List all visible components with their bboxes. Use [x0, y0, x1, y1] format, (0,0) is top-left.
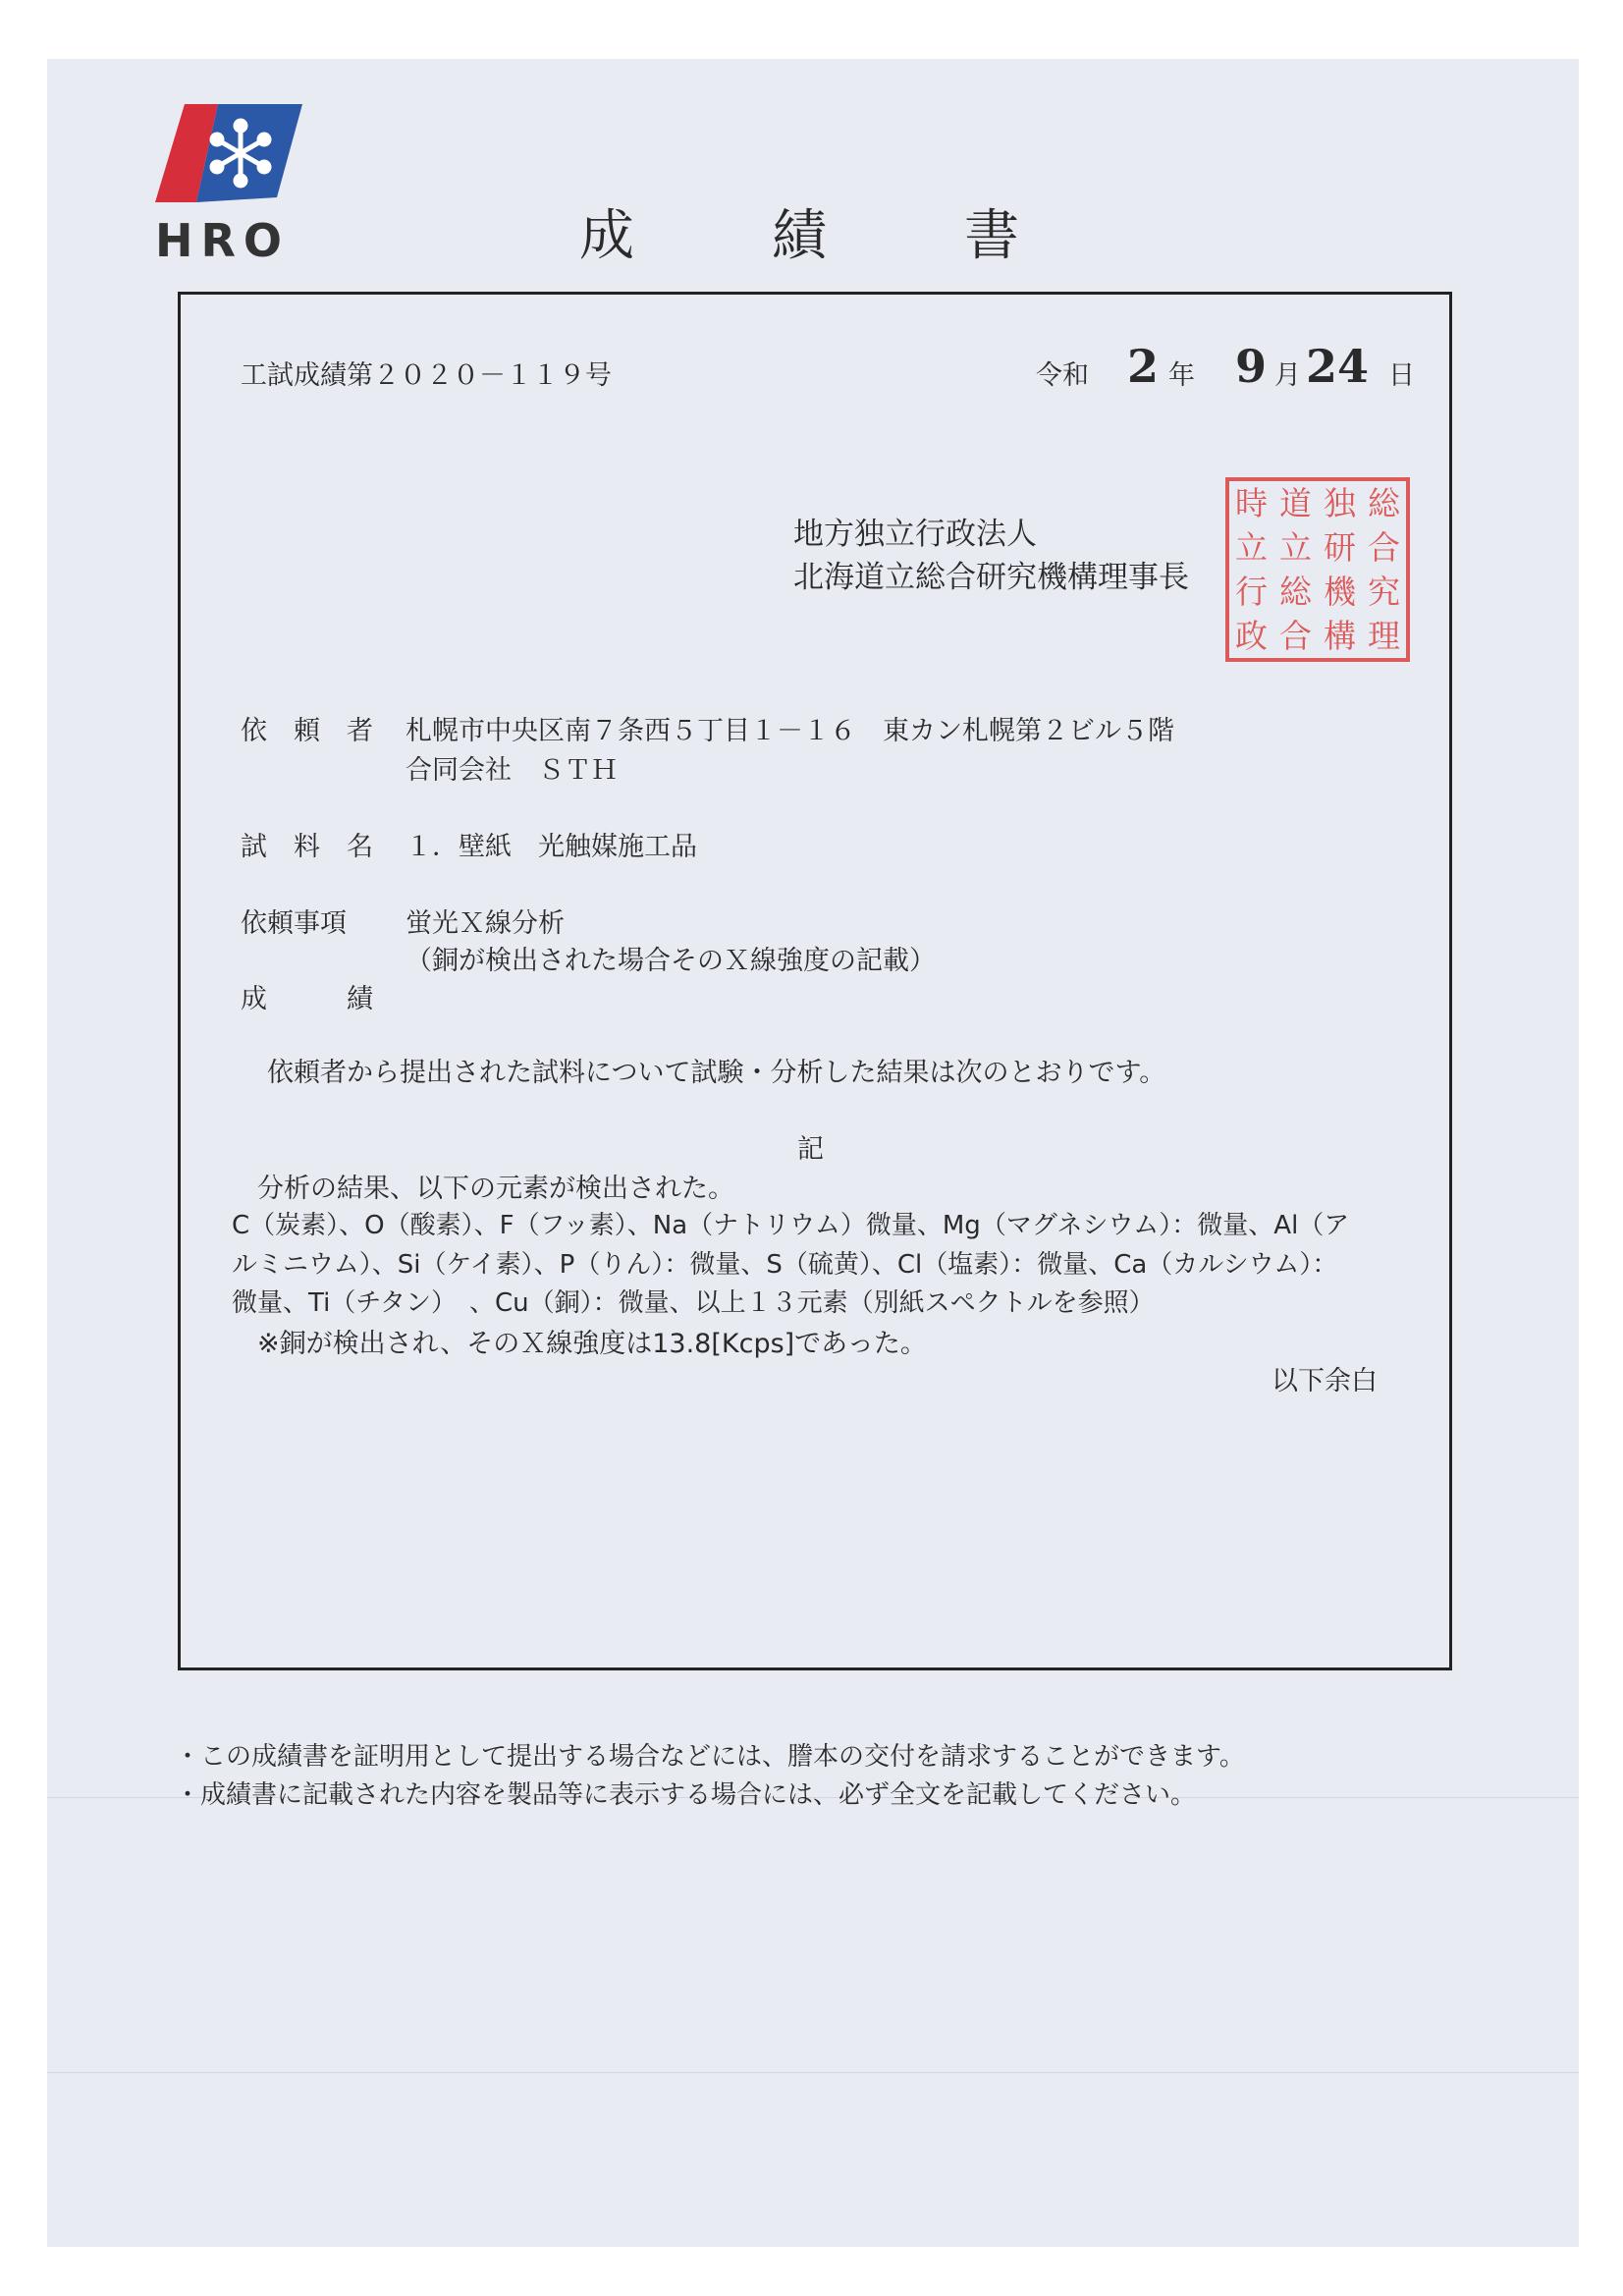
seal-glyph: 構	[1324, 617, 1356, 655]
seal-glyph: 行	[1235, 573, 1268, 611]
date-month-unit: 月	[1274, 360, 1301, 391]
ki-heading: 記	[797, 1134, 824, 1165]
sample-label: 試 料 名	[241, 832, 373, 862]
request-value: 蛍光Ｘ線分析	[406, 908, 565, 939]
official-seal-stamp	[1225, 477, 1410, 662]
logo-text: HRO	[155, 214, 291, 267]
document-title: 成績書	[579, 204, 1157, 268]
note-1: ・この成績書を証明用として提出する場合などには、謄本の交付を請求することができます。	[175, 1742, 1245, 1772]
seal-glyph: 究	[1368, 573, 1400, 611]
date-day: 24	[1306, 340, 1370, 393]
date-year-unit: 年	[1168, 360, 1195, 391]
issuer-line-2: 北海道立総合研究機構理事長	[793, 560, 1189, 595]
seal-glyph: 総	[1279, 573, 1312, 611]
date-month: 9	[1235, 340, 1268, 393]
seal-glyph: 合	[1279, 617, 1312, 655]
seal-glyph: 合	[1368, 528, 1400, 567]
issuer-line-1: 地方独立行政法人	[793, 517, 1037, 552]
date-day-unit: 日	[1388, 360, 1415, 391]
date-era: 令和	[1036, 360, 1089, 391]
seal-glyph: 理	[1368, 617, 1400, 655]
date-year: 2	[1127, 340, 1160, 393]
certificate-number: 工試成績第２０２０－１１９号	[241, 360, 612, 391]
result-line-1: 分析の結果、以下の元素が検出された。	[257, 1174, 734, 1204]
result-line-4: 微量、Ti（チタン） 、Cu（銅）：微量、以上１３元素（別紙スペクトルを参照）	[232, 1288, 1155, 1318]
request-note: （銅が検出された場合そのＸ線強度の記載）	[406, 946, 936, 976]
seal-glyph: 総	[1368, 484, 1400, 522]
seal-glyph: 政	[1235, 617, 1268, 655]
sample-value: １．壁紙 光触媒施工品	[406, 832, 697, 862]
seal-glyph: 独	[1324, 484, 1356, 522]
intro-text: 依頼者から提出された試料について試験・分析した結果は次のとおりです。	[267, 1058, 1166, 1088]
seal-glyph: 機	[1324, 573, 1356, 611]
end-mark: 以下余白	[1271, 1366, 1378, 1396]
result-label: 成 績	[241, 984, 373, 1014]
scan-divider	[47, 2072, 1579, 2073]
note-2: ・成績書に記載された内容を製品等に表示する場合には、必ず全文を記載してください。	[175, 1780, 1197, 1810]
request-label: 依頼事項	[241, 908, 347, 939]
requester-label: 依 頼 者	[241, 716, 373, 746]
requester-address: 札幌市中央区南７条西５丁目１－１６ 東カン札幌第２ビル５階	[406, 716, 1174, 746]
result-line-2: C（炭素）、O（酸素）、F（フッ素）、Na（ナトリウム）微量、Mg（マグネシウム）：微量、Al（ア	[232, 1211, 1350, 1240]
result-line-3: ルミニウム）、Si（ケイ素）、P（りん）：微量、S（硫黄）、Cl（塩素）：微量、Ca（カルシウム）：	[232, 1250, 1338, 1280]
requester-company: 合同会社 ＳＴＨ	[406, 755, 618, 786]
result-line-5: ※銅が検出され、そのＸ線強度は13.8[Kcps]であった。	[257, 1329, 927, 1359]
seal-glyph: 立	[1235, 528, 1268, 567]
seal-glyph: 立	[1279, 528, 1312, 567]
seal-glyph: 時	[1235, 484, 1268, 522]
seal-glyph: 道	[1279, 484, 1312, 522]
seal-glyph: 研	[1324, 528, 1356, 567]
